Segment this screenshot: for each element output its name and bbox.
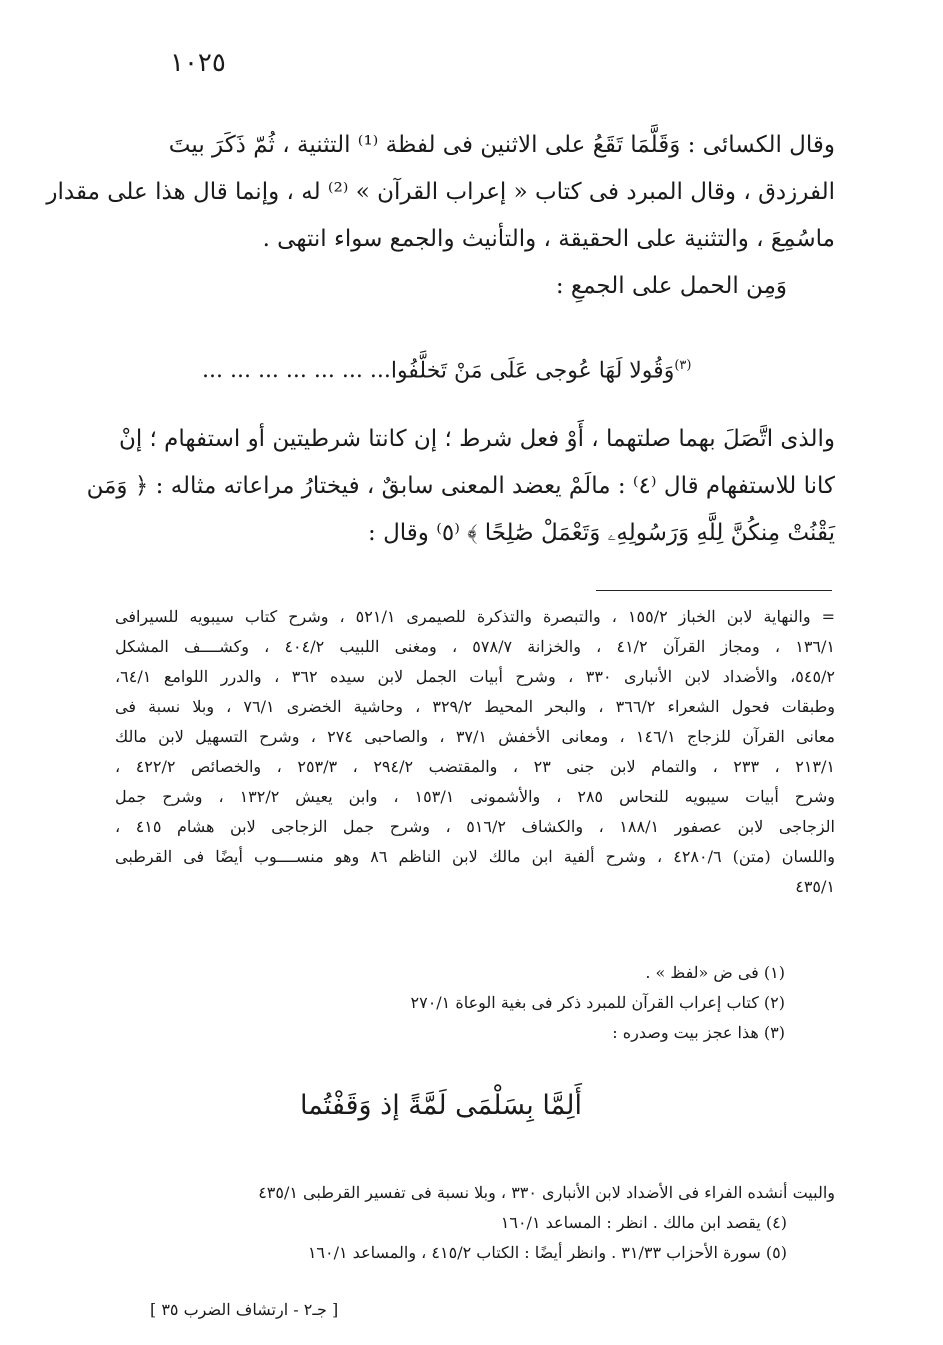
page-number: ١٠٢٥ xyxy=(170,48,226,78)
footnote-5: (٥) سورة الأحزاب ٣١/٣٣ . وانظر أيضًا : الكتاب ٤١٥/٢ ، والمساعد ١٦٠/١ xyxy=(307,1243,787,1262)
verse-ellipsis: ... ... ... ... ... ... ... xyxy=(202,358,391,384)
poem-line: أَلِمَّا بِسَلْمَى لَمَّةً إذ وَقَفْتُما xyxy=(300,1090,582,1121)
main-paragraph-1 xyxy=(46,122,835,310)
verse-footnote-ref: (٣) xyxy=(674,358,692,373)
footnote-line: واللسان (متن) ٤٢٨٠/٦ ، وشرح ألفية ابن مالك لابن الناظم ٨٦ وهو منســــوب أيضًا فى القرطبى xyxy=(115,847,835,866)
footnote-line: وطبقات فحول الشعراء ٣٦٦/٢ ، والبحر المحيط ٣٢٩/٢ ، وحاشية الخضرى ٧٦/١ ، وبلا نسبة فى xyxy=(115,697,835,716)
footnote-1: (١) فى ض «لفظ » . xyxy=(645,963,785,982)
text-line: وقال الكسائى : وَقَلَّمَا تَقَعُ على الاثنين فى لفظة ⁽¹⁾ التثنية ، ثُمّ ذَكَرَ بيتَ xyxy=(168,132,835,158)
footnote-line: ٥٤٥/٢، والأضداد لابن الأنبارى ٣٣٠ ، وشرح أبيات الجمل لابن سيده ٣٦٢ ، والدرر اللوامع ٦٤/١، xyxy=(115,667,836,686)
footnote-separator xyxy=(596,590,832,591)
footnote-list-2 xyxy=(115,1178,835,1268)
footnote-line: = والنهاية لابن الخباز ١٥٥/٢ ، والتبصرة والتذكرة للصيمرى ٥٢١/١ ، وشرح كتاب سيبويه للسيرافى xyxy=(115,607,835,626)
footnote-line: وشرح أبيات سيبويه للنحاس ٢٨٥ ، والأشمونى ١٥٣/١ ، وابن يعيش ١٣٢/٢ ، وشرح جمل xyxy=(115,787,836,806)
text-line: والذى اتَّصَلَ بهما صلتهما ، أَوْ فعل شرط ؛ إن كانتا شرطيتين أو استفهام ؛ إنْ xyxy=(118,426,835,452)
footnote-line: ٤٣٥/١ xyxy=(795,877,835,896)
verse-line xyxy=(168,358,691,383)
footnote-2: (٢) كتاب إعراب القرآن للمبرد ذكر فى بغية الوعاة ٢٧٠/١ xyxy=(410,993,785,1012)
footnote-continuation xyxy=(115,602,835,902)
verse-text: وَقُولا لَهَا عُوجى عَلَى مَنْ تَخلَّفُوا xyxy=(390,358,675,384)
main-paragraph-2 xyxy=(86,416,835,557)
footnote-list xyxy=(65,958,785,1048)
text-line: يَقْنُتْ مِنكُنَّ لِلَّهِ وَرَسُولِهِۦ وَتَعْمَلْ صَٰلِحًا ﴾ ⁽٥⁾ وقال : xyxy=(368,520,835,546)
footnote-line: ١٣٦/١ ، ومجاز القرآن ٤١/٢ ، والخزانة ٥٧٨/٧ ، ومغنى اللبيب ٤٠٤/٢ ، وكشــــف المشكل xyxy=(115,637,835,656)
footnote-3-continuation: والبيت أنشده الفراء فى الأضداد لابن الأنبارى ٣٣٠ ، وبلا نسبة فى تفسير القرطبى ٤٣٥/١ xyxy=(258,1183,835,1202)
footnote-line: معانى القرآن للزجاج ١٤٦/١ ، ومعانى الأخفش ٣٧/١ ، والصاحبى ٢٧٤ ، وشرح التسهيل لابن مالك xyxy=(115,727,835,746)
footnote-line: الزجاجى لابن عصفور ١٨٨/١ ، والكشاف ٥١٦/٢ ، وشرح جمل الزجاجى لابن هشام ٤١٥ ، xyxy=(115,817,835,836)
text-line: كانا للاستفهام قال ⁽٤⁾ : مالَمْ يعضد المعنى سابقٌ ، فيختارُ مراعاته مثاله : ﴿ وَمَن xyxy=(86,473,835,499)
footnote-3: (٣) هذا عجز بيت وصدره : xyxy=(612,1023,785,1042)
signature-mark: [ جـ٢ - ارتشاف الضرب ٣٥ ] xyxy=(150,1300,339,1319)
footnote-line: ٢١٣/١ ، ٢٣٣ ، والتمام لابن جنى ٢٣ ، والمقتضب ٢٩٤/٢ ، ٢٥٣/٣ ، والخصائص ٤٢٢/٢ ، xyxy=(115,757,835,776)
text-line: ماسُمِعَ ، والتثنية على الحقيقة ، والتأنيث والجمع سواء انتهى . xyxy=(262,226,835,252)
footnote-4: (٤) يقصد ابن مالك . انظر : المساعد ١٦٠/١ xyxy=(500,1213,787,1232)
text-line: الفرزدق ، وقال المبرد فى كتاب « إعراب القرآن » ⁽²⁾ له ، وإنما قال هذا على مقدار xyxy=(46,179,835,205)
text-line: وَمِن الحمل على الجمعِ : xyxy=(555,273,787,299)
